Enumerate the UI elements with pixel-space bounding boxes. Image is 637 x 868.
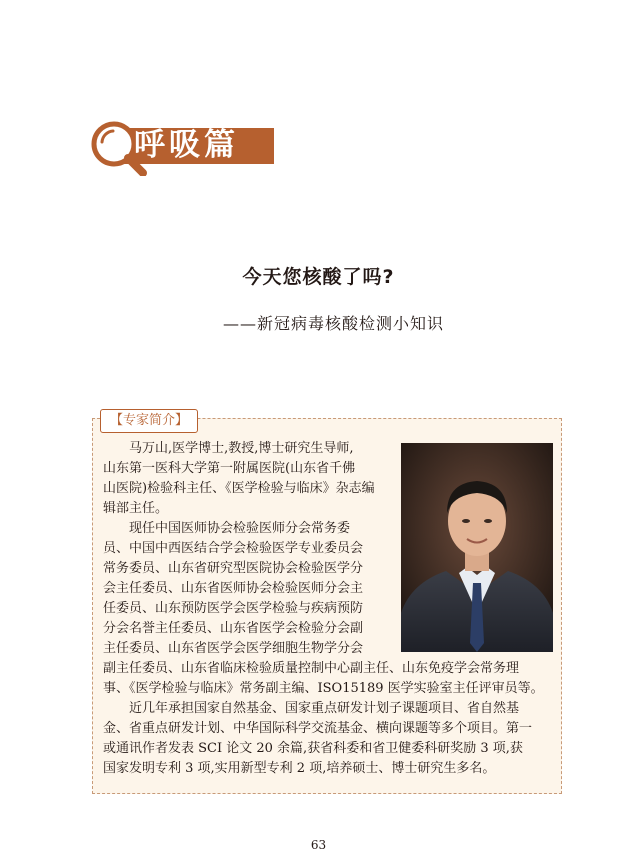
bio-line: 会主任委员、山东省医师协会检验医师分会主	[103, 581, 364, 596]
page-number: 63	[310, 838, 327, 852]
bio-line: 辑部主任。	[103, 501, 169, 516]
bio-line: 任委员、山东预防医学会医学检验与疾病预防	[103, 601, 364, 616]
expert-intro-tag: 【专家简介】	[100, 409, 198, 433]
bio-line: 山东第一医科大学第一附属医院(山东省千佛	[103, 461, 356, 476]
bio-line: 副主任委员、山东省临床检验质量控制中心副主任、山东免疫学会常务理	[103, 661, 520, 676]
bio-line: 国家发明专利 3 项,实用新型专利 2 项,培养硕士、博士研究生多名。	[103, 761, 496, 776]
bio-line: 员、中国中西医结合学会检验医学专业委员会	[103, 541, 364, 556]
bio-line: 马万山,医学博士,教授,博士研究生导师,	[129, 441, 354, 456]
bio-line: 主任委员、山东省医学会医学细胞生物学分会	[103, 641, 364, 656]
bio-line: 或通讯作者发表 SCI 论文 20 余篇,获省科委和省卫健委科研奖励 3 项,获	[103, 741, 523, 756]
article-subtitle: ——新冠病毒核酸检测小知识	[222, 314, 444, 333]
section-banner	[88, 118, 276, 176]
bio-line: 分会名誉主任委员、山东省医学会检验分会副	[103, 621, 364, 636]
bio-line: 事、《医学检验与临床》常务副主编、ISO15189 医学实验室主任评审员等。	[103, 681, 544, 696]
section-title: 呼吸篇	[134, 127, 239, 163]
bio-line: 山医院)检验科主任、《医学检验与临床》杂志编	[103, 481, 375, 496]
portrait-photo	[401, 443, 553, 652]
bio-line: 现任中国医师协会检验医师分会常务委	[129, 521, 351, 536]
article-title: 今天您核酸了吗?	[242, 266, 395, 288]
bio-line: 常务委员、山东省研究型医院协会检验医学分	[103, 561, 364, 576]
bio-line: 近几年承担国家自然基金、国家重点研发计划子课题项目、省自然基	[129, 701, 520, 716]
bio-line: 金、省重点研发计划、中华国际科学交流基金、横向课题等多个项目。第一	[103, 721, 533, 736]
